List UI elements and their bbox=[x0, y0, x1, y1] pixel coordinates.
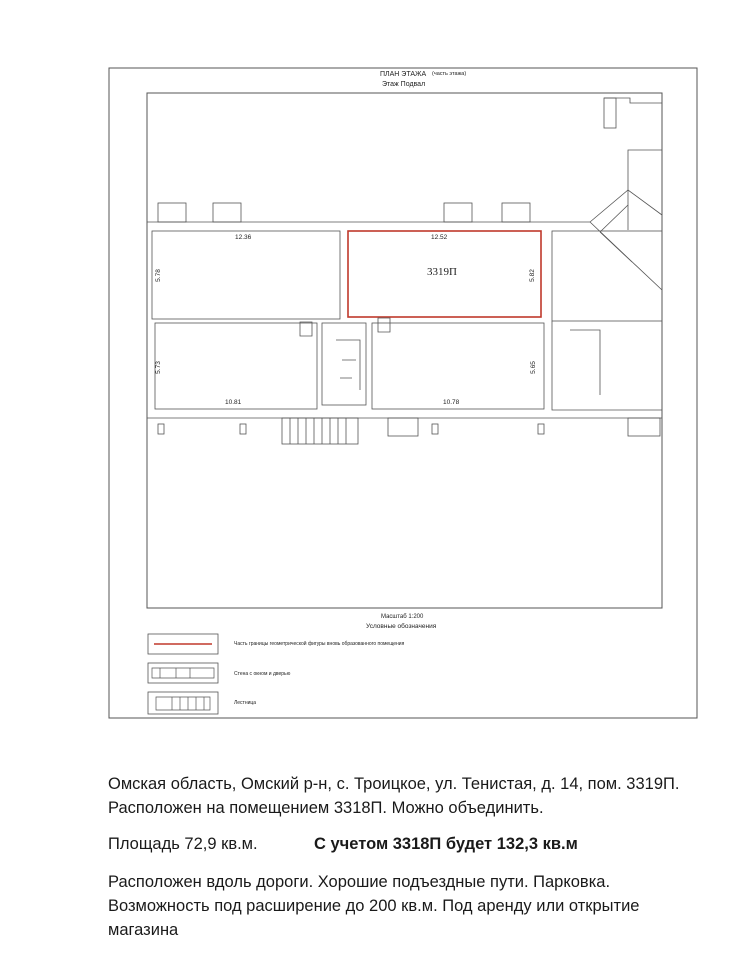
dim-bottom-left: 10.81 bbox=[225, 399, 242, 406]
legend-title: Условные обозначения bbox=[366, 623, 437, 630]
plan-title-note: (часть этажа) bbox=[432, 71, 467, 77]
room-upper-left bbox=[152, 231, 340, 319]
corner-window bbox=[604, 98, 616, 128]
legend-item-stairs: Лестница bbox=[234, 700, 257, 706]
area-text: Площадь 72,9 кв.м. bbox=[108, 835, 258, 853]
room-lower-left bbox=[155, 323, 317, 409]
dim-top-middle: 12.52 bbox=[431, 234, 448, 241]
legend-box-2 bbox=[148, 663, 218, 683]
dim-right-lower: 5.65 bbox=[529, 361, 537, 374]
top-window-pits bbox=[158, 203, 530, 222]
area-combined-text: С учетом 3318П будет 132,3 кв.м bbox=[314, 835, 578, 853]
angled-walls bbox=[590, 190, 662, 290]
dim-left-upper: 5.78 bbox=[154, 269, 162, 282]
room-label: 3319П bbox=[427, 266, 457, 278]
plan-title: ПЛАН ЭТАЖА bbox=[380, 71, 427, 78]
room-upper-right bbox=[552, 231, 662, 321]
legend-item-wall: Стена с окном и дверью bbox=[234, 671, 291, 677]
drawing-frame bbox=[147, 93, 662, 608]
address-text: Омская область, Омский р-н, с. Троицкое, ул. Тенистая, д. 14, пом. 3319П. Расположен на помещением 3318П. Можно объединить. bbox=[108, 775, 680, 817]
dim-right-upper: 5.82 bbox=[528, 269, 536, 282]
right-walls bbox=[552, 321, 662, 410]
scale-label: Масштаб 1:200 bbox=[381, 614, 424, 620]
dim-bottom-right: 10.78 bbox=[443, 399, 460, 406]
door-openings bbox=[300, 318, 390, 336]
corner-wall bbox=[604, 98, 662, 230]
dim-top-left: 12.36 bbox=[235, 234, 252, 241]
stair-inner bbox=[336, 340, 360, 390]
entrance-stairs bbox=[282, 418, 358, 444]
legend-box-3 bbox=[148, 692, 218, 714]
legend-item-boundary: Часть границы геометрической фигуры вновь образованного помещения bbox=[234, 641, 405, 647]
stair-hall bbox=[322, 323, 366, 405]
dim-left-lower: 5.73 bbox=[154, 361, 162, 374]
sheet-frame bbox=[109, 68, 697, 718]
room-lower-right bbox=[372, 323, 544, 409]
details-text: Расположен вдоль дороги. Хорошие подъездные пути. Парковка. Возможность под расширение до 200 кв.м. Под аренду или открытие магазина bbox=[108, 873, 640, 939]
floor-name: Этаж Подвал bbox=[382, 81, 426, 88]
bottom-window-pits bbox=[158, 418, 660, 436]
